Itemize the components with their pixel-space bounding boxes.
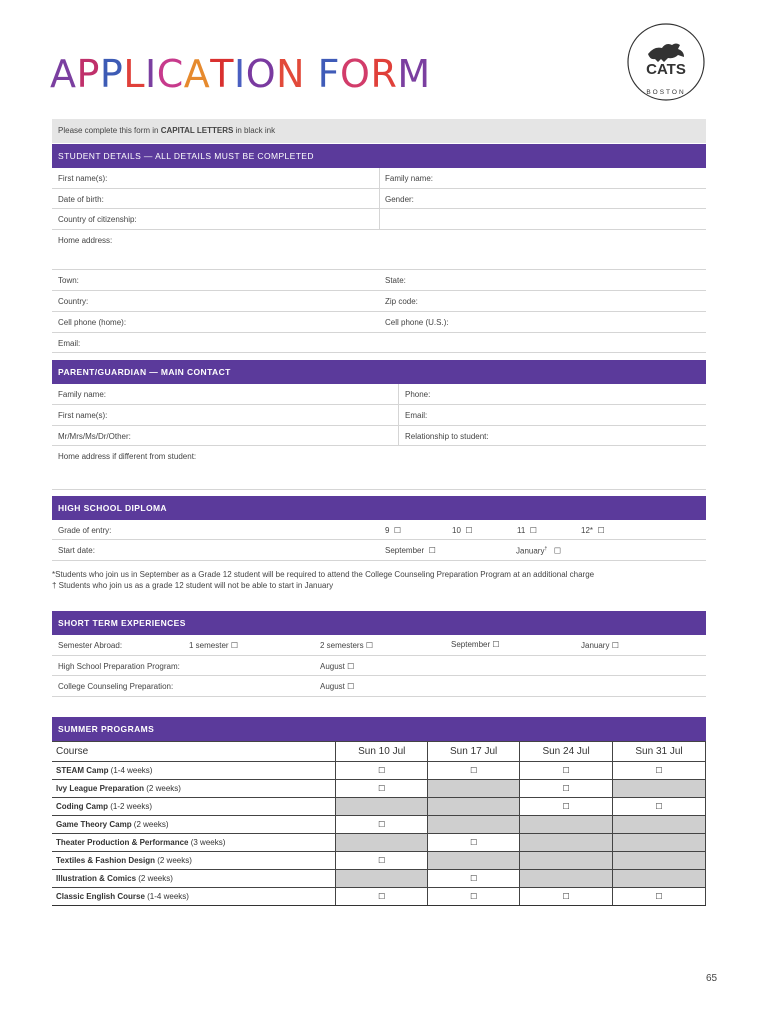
course-name: Illustration & Comics (2 weeks) (52, 870, 336, 888)
summer-header: SUMMER PROGRAMS (52, 717, 706, 741)
checkbox-icon: ☐ (597, 526, 605, 535)
grade-10-option[interactable]: 10 ☐ (452, 526, 473, 535)
summer-programs-table (52, 741, 706, 906)
date-checkbox[interactable] (428, 834, 520, 852)
checkbox-icon[interactable]: ☐ (470, 892, 478, 901)
course-name: Game Theory Camp (2 weeks) (52, 816, 336, 834)
diploma-header: HIGH SCHOOL DIPLOMA (52, 496, 706, 520)
lion-icon (648, 44, 684, 63)
instructions-emphasis: CAPITAL LETTERS (160, 126, 234, 135)
title-letter: M (397, 52, 431, 96)
parent-header: PARENT/GUARDIAN — MAIN CONTACT (52, 360, 706, 384)
unavailable-cell (613, 834, 706, 852)
date-checkbox[interactable] (336, 816, 428, 834)
date-checkbox[interactable] (336, 888, 428, 906)
title-letter: P (99, 52, 124, 96)
date-checkbox[interactable] (613, 762, 706, 780)
town-field[interactable]: Town: (58, 276, 79, 285)
unavailable-cell (613, 870, 706, 888)
page-number: 65 (706, 973, 718, 984)
unavailable-cell (428, 852, 520, 870)
cats-boston-logo (626, 22, 706, 102)
table-row (52, 870, 706, 888)
table-row (52, 888, 706, 906)
parent-email-field[interactable]: Email: (405, 411, 428, 420)
semester-row (52, 635, 706, 656)
student-row-address (52, 230, 706, 270)
date-column-header: Sun 31 Jul (613, 742, 706, 762)
start-september-option[interactable]: September ☐ (385, 546, 436, 555)
parent-family-name-field[interactable]: Family name: (58, 390, 107, 399)
checkbox-icon: ☐ (347, 682, 355, 691)
course-name: Coding Camp (1-2 weeks) (52, 798, 336, 816)
unavailable-cell (520, 870, 613, 888)
logo-text: CATS (646, 61, 686, 78)
title-letter: R (370, 52, 398, 96)
title-letter: O (245, 52, 277, 96)
table-row (52, 762, 706, 780)
semester-september-option[interactable]: September ☐ (451, 640, 500, 649)
checkbox-icon[interactable]: ☐ (378, 892, 386, 901)
parent-phone-field[interactable]: Phone: (405, 390, 431, 399)
date-column-header: Sun 10 Jul (336, 742, 428, 762)
short-term-header: SHORT TERM EXPERIENCES (52, 611, 706, 635)
parent-row-address (52, 446, 706, 490)
email-field[interactable]: Email: (58, 339, 81, 348)
unavailable-cell (613, 852, 706, 870)
date-checkbox[interactable] (520, 798, 613, 816)
unavailable-cell (520, 816, 613, 834)
student-divider (379, 168, 380, 230)
semester-january-option[interactable]: January ☐ (581, 641, 619, 650)
checkbox-icon[interactable]: ☐ (562, 892, 570, 901)
checkbox-icon: ☐ (393, 526, 402, 535)
state-field[interactable]: State: (385, 276, 406, 285)
dob-field[interactable]: Date of birth: (58, 195, 104, 204)
table-row (52, 852, 706, 870)
date-checkbox[interactable] (520, 780, 613, 798)
date-checkbox[interactable] (428, 762, 520, 780)
title-letter: P (76, 52, 100, 96)
checkbox-icon[interactable]: ☐ (655, 892, 663, 901)
grade-9-option[interactable]: 9 ☐ (385, 526, 402, 535)
semester-label: Semester Abroad: (58, 641, 123, 650)
start-january-option[interactable]: January† ☐ (516, 546, 562, 556)
unavailable-cell (520, 852, 613, 870)
checkbox-icon[interactable]: ☐ (655, 766, 663, 775)
date-checkbox[interactable] (613, 798, 706, 816)
home-address-field[interactable]: Home address: (58, 236, 113, 245)
instructions-bar (52, 119, 706, 143)
checkbox-icon[interactable]: ☐ (562, 784, 570, 793)
checkbox-icon[interactable]: ☐ (378, 766, 386, 775)
date-checkbox[interactable] (520, 762, 613, 780)
date-checkbox[interactable] (613, 888, 706, 906)
grade-label: Grade of entry: (58, 526, 112, 535)
grade-12-option[interactable]: 12* ☐ (581, 526, 605, 535)
checkbox-icon: ☐ (365, 641, 373, 650)
course-name: Textiles & Fashion Design (2 weeks) (52, 852, 336, 870)
cell-home-field[interactable]: Cell phone (home): (58, 318, 127, 327)
diploma-note-2: † Students who join us as a grade 12 student will not be able to start in January (52, 581, 334, 590)
cell-us-field[interactable]: Cell phone (U.S.): (385, 318, 449, 327)
title-letter: A (50, 52, 77, 96)
checkbox-icon[interactable]: ☐ (470, 874, 478, 883)
student-row-country (52, 291, 706, 312)
hs-prep-label: High School Preparation Program: (58, 662, 180, 671)
table-row (52, 816, 706, 834)
two-semesters-option[interactable]: 2 semesters ☐ (320, 641, 373, 650)
checkbox-icon: ☐ (347, 662, 355, 671)
title-letter (305, 52, 318, 96)
hs-prep-august-option[interactable]: August ☐ (320, 662, 355, 671)
family-name-field[interactable]: Family name: (385, 174, 434, 183)
checkbox-icon: ☐ (428, 546, 436, 555)
start-date-label: Start date: (58, 546, 95, 555)
start-date-row (52, 540, 706, 561)
table-row (52, 798, 706, 816)
student-details-header: STUDENT DETAILS — ALL DETAILS MUST BE COMPLETED (52, 144, 706, 168)
logo-subtext: BOSTON (646, 89, 686, 96)
date-column-header: Sun 17 Jul (428, 742, 520, 762)
parent-address-field[interactable]: Home address if different from student: (58, 452, 197, 461)
summer-table-header-row (52, 742, 706, 762)
checkbox-icon: ☐ (553, 546, 562, 556)
checkbox-icon: ☐ (230, 641, 238, 650)
unavailable-cell (336, 798, 428, 816)
title-letter: N (276, 52, 306, 96)
diploma-note-1: *Students who join us in September as a Grade 12 student will be required to attend the College Counseling Preparation Program at an additional charge (52, 570, 595, 579)
college-prep-row (52, 676, 706, 697)
unavailable-cell (428, 798, 520, 816)
parent-title-field[interactable]: Mr/Mrs/Ms/Dr/Other: (58, 432, 131, 441)
gender-field[interactable]: Gender: (385, 195, 414, 204)
grade-row (52, 520, 706, 540)
checkbox-icon: ☐ (529, 526, 537, 535)
instructions-text-end: in black ink (233, 126, 276, 135)
title-letter: L (123, 52, 146, 96)
table-row (52, 780, 706, 798)
date-checkbox[interactable] (336, 780, 428, 798)
title-letter: A (183, 52, 211, 96)
checkbox-icon: ☐ (465, 526, 473, 535)
parent-row-3 (52, 426, 706, 446)
title-letter: F (317, 52, 341, 96)
course-name: STEAM Camp (1-4 weeks) (52, 762, 336, 780)
course-column-header: Course (52, 742, 336, 762)
title-letter: I (234, 52, 246, 96)
grade-11-option[interactable]: 11 ☐ (517, 526, 537, 535)
instructions-text: Please complete this form in (58, 126, 161, 135)
checkbox-icon: ☐ (492, 640, 500, 649)
one-semester-option[interactable]: 1 semester ☐ (189, 641, 238, 650)
title-letter: T (210, 52, 234, 96)
date-checkbox[interactable] (428, 888, 520, 906)
unavailable-cell (613, 816, 706, 834)
title-letter: O (340, 52, 371, 96)
checkbox-icon[interactable]: ☐ (470, 766, 478, 775)
unavailable-cell (520, 834, 613, 852)
checkbox-icon[interactable]: ☐ (562, 766, 570, 775)
course-name: Theater Production & Performance (3 weeks) (52, 834, 336, 852)
checkbox-icon[interactable]: ☐ (655, 802, 663, 811)
checkbox-icon[interactable]: ☐ (470, 838, 478, 847)
college-prep-label: College Counseling Preparation: (58, 682, 174, 691)
unavailable-cell (428, 816, 520, 834)
first-name-field[interactable]: First name(s): (58, 174, 108, 183)
title-letter: C (156, 52, 184, 96)
date-checkbox[interactable] (336, 852, 428, 870)
date-checkbox[interactable] (336, 762, 428, 780)
parent-row-2 (52, 405, 706, 426)
checkbox-icon[interactable]: ☐ (562, 802, 570, 811)
hs-prep-row (52, 656, 706, 676)
college-prep-august-option[interactable]: August ☐ (320, 682, 355, 691)
page-title (50, 52, 431, 96)
relationship-field[interactable]: Relationship to student: (405, 432, 489, 441)
unavailable-cell (613, 780, 706, 798)
table-row (52, 834, 706, 852)
checkbox-icon[interactable]: ☐ (378, 784, 386, 793)
checkbox-icon[interactable]: ☐ (378, 820, 386, 829)
date-checkbox[interactable] (520, 888, 613, 906)
country-field[interactable]: Country: (58, 297, 89, 306)
student-row-phones (52, 312, 706, 333)
student-row-email (52, 333, 706, 353)
unavailable-cell (428, 780, 520, 798)
zip-field[interactable]: Zip code: (385, 297, 418, 306)
citizenship-field[interactable]: Country of citizenship: (58, 215, 137, 224)
date-column-header: Sun 24 Jul (520, 742, 613, 762)
date-checkbox[interactable] (428, 870, 520, 888)
parent-first-name-field[interactable]: First name(s): (58, 411, 108, 420)
parent-divider (398, 384, 399, 446)
parent-row-1 (52, 384, 706, 405)
unavailable-cell (336, 834, 428, 852)
checkbox-icon[interactable]: ☐ (378, 856, 386, 865)
checkbox-icon: ☐ (611, 641, 619, 650)
course-name: Ivy League Preparation (2 weeks) (52, 780, 336, 798)
unavailable-cell (336, 870, 428, 888)
course-name: Classic English Course (1-4 weeks) (52, 888, 336, 906)
student-row-town (52, 270, 706, 291)
title-letter: I (145, 52, 157, 96)
